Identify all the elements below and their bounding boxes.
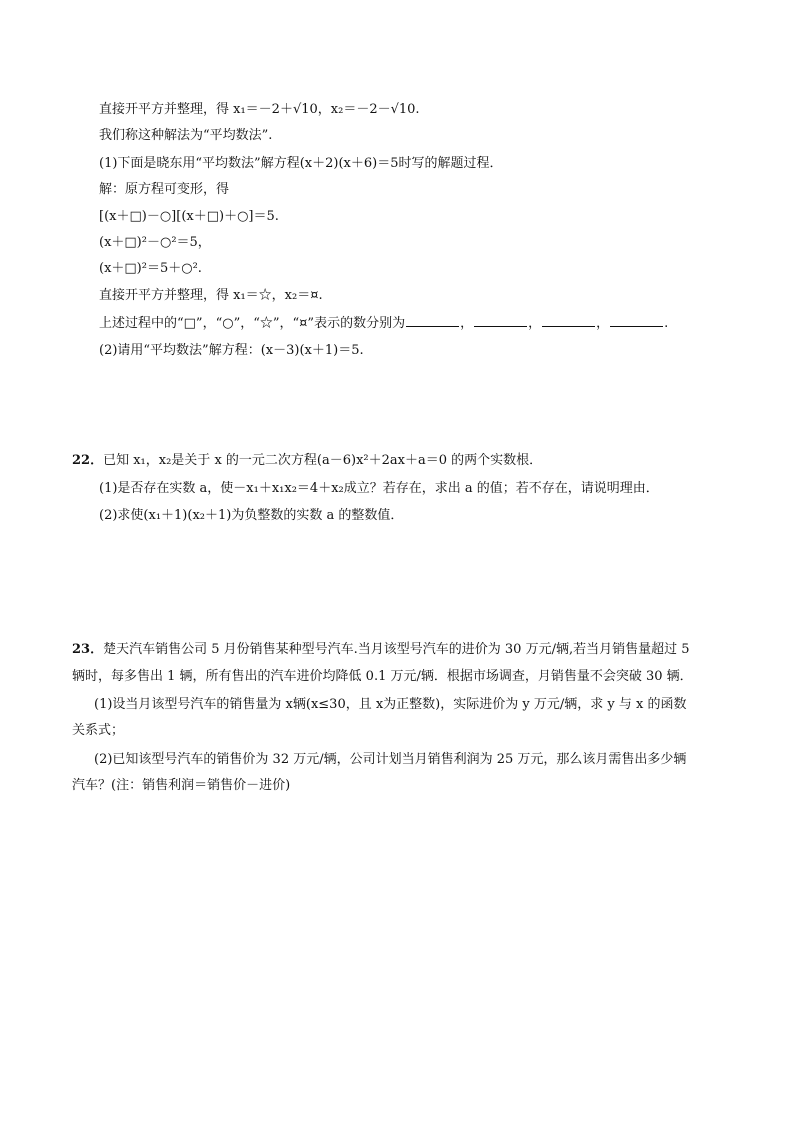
q21-step-2: (x＋□)²－○²＝5， xyxy=(99,235,211,250)
q23-stem-line-1 xyxy=(72,641,690,659)
q21-part2-prompt: (2)请用“平均数法”解方程：(x－3)(x＋1)＝5. xyxy=(99,343,364,358)
q21-step-1: [(x＋□)－○][(x＋□)＋○]＝5. xyxy=(99,209,279,224)
q21-step-3: (x＋□)²＝5＋○². xyxy=(99,261,202,276)
q21-line-2: 我们称这种解法为“平均数法”. xyxy=(99,128,273,143)
answer-blank-2[interactable] xyxy=(474,314,527,327)
q21-solution-label: 解：原方程可变形，得 xyxy=(99,182,230,197)
answer-blank-1[interactable] xyxy=(406,314,459,327)
blank-separator: ， xyxy=(596,316,610,331)
q22-part1: (1)是否存在实数 a，使－x₁＋x₁x₂＝4＋x₂成立？若存在，求出 a 的值；若不存在，请说明理由． xyxy=(99,481,659,496)
blank-separator: ， xyxy=(460,316,474,331)
q23-stem-line-2: 辆时，每多售出 1 辆，所有售出的汽车进价均降低 0.1 万元/辆．根据市场调查，月销售量不会突破 30 辆． xyxy=(72,669,693,684)
q22-part2: (2)求使(x₁＋1)(x₂＋1)为负整数的实数 a 的整数值． xyxy=(99,508,404,523)
q21-fill-in-line xyxy=(99,314,668,333)
q23-part1-line-1: (1)设当月该型号汽车的销售量为 x辆(x≤30，且 x为正整数)，实际进价为 y 万元/辆，求 y 与 x 的函数 xyxy=(94,697,687,712)
q21-step-4: 直接开平方并整理，得 x₁＝☆，x₂＝¤. xyxy=(99,288,323,303)
q23-number: 23． xyxy=(72,642,104,657)
q22-number: 22． xyxy=(72,453,104,468)
q21-line-1: 直接开平方并整理，得 x₁＝－2＋√10，x₂＝－2－√10. xyxy=(99,102,420,117)
q23-part2-line-2: 汽车？(注：销售利润＝销售价－进价) xyxy=(72,778,291,793)
q23-stem-a: 楚天汽车销售公司 5 月份销售某种型号汽车.当月该型号汽车的进价为 30 万元/辆,若当月销售量超过 5 xyxy=(103,642,690,657)
q23-part1-line-2: 关系式； xyxy=(72,723,125,738)
q21-part1-prompt: (1)下面是晓东用“平均数法”解方程(x＋2)(x＋6)＝5时写的解题过程． xyxy=(99,156,503,171)
answer-blank-3[interactable] xyxy=(542,314,595,327)
answer-blank-4[interactable] xyxy=(610,314,663,327)
q21-fill-in-prompt: 上述过程中的“□”，“○”，“☆”，“¤”表示的数分别为 xyxy=(99,316,406,331)
q22-stem-line xyxy=(72,452,542,470)
q22-stem: 已知 x₁，x₂是关于 x 的一元二次方程(a－6)x²＋2ax＋a＝0 的两个实数根． xyxy=(103,453,543,468)
q23-part2-line-1: (2)已知该型号汽车的销售价为 32 万元/辆，公司计划当月销售利润为 25 万元，那么该月需售出多少辆 xyxy=(94,752,687,767)
blank-end: . xyxy=(664,316,669,331)
blank-separator: ， xyxy=(528,316,542,331)
